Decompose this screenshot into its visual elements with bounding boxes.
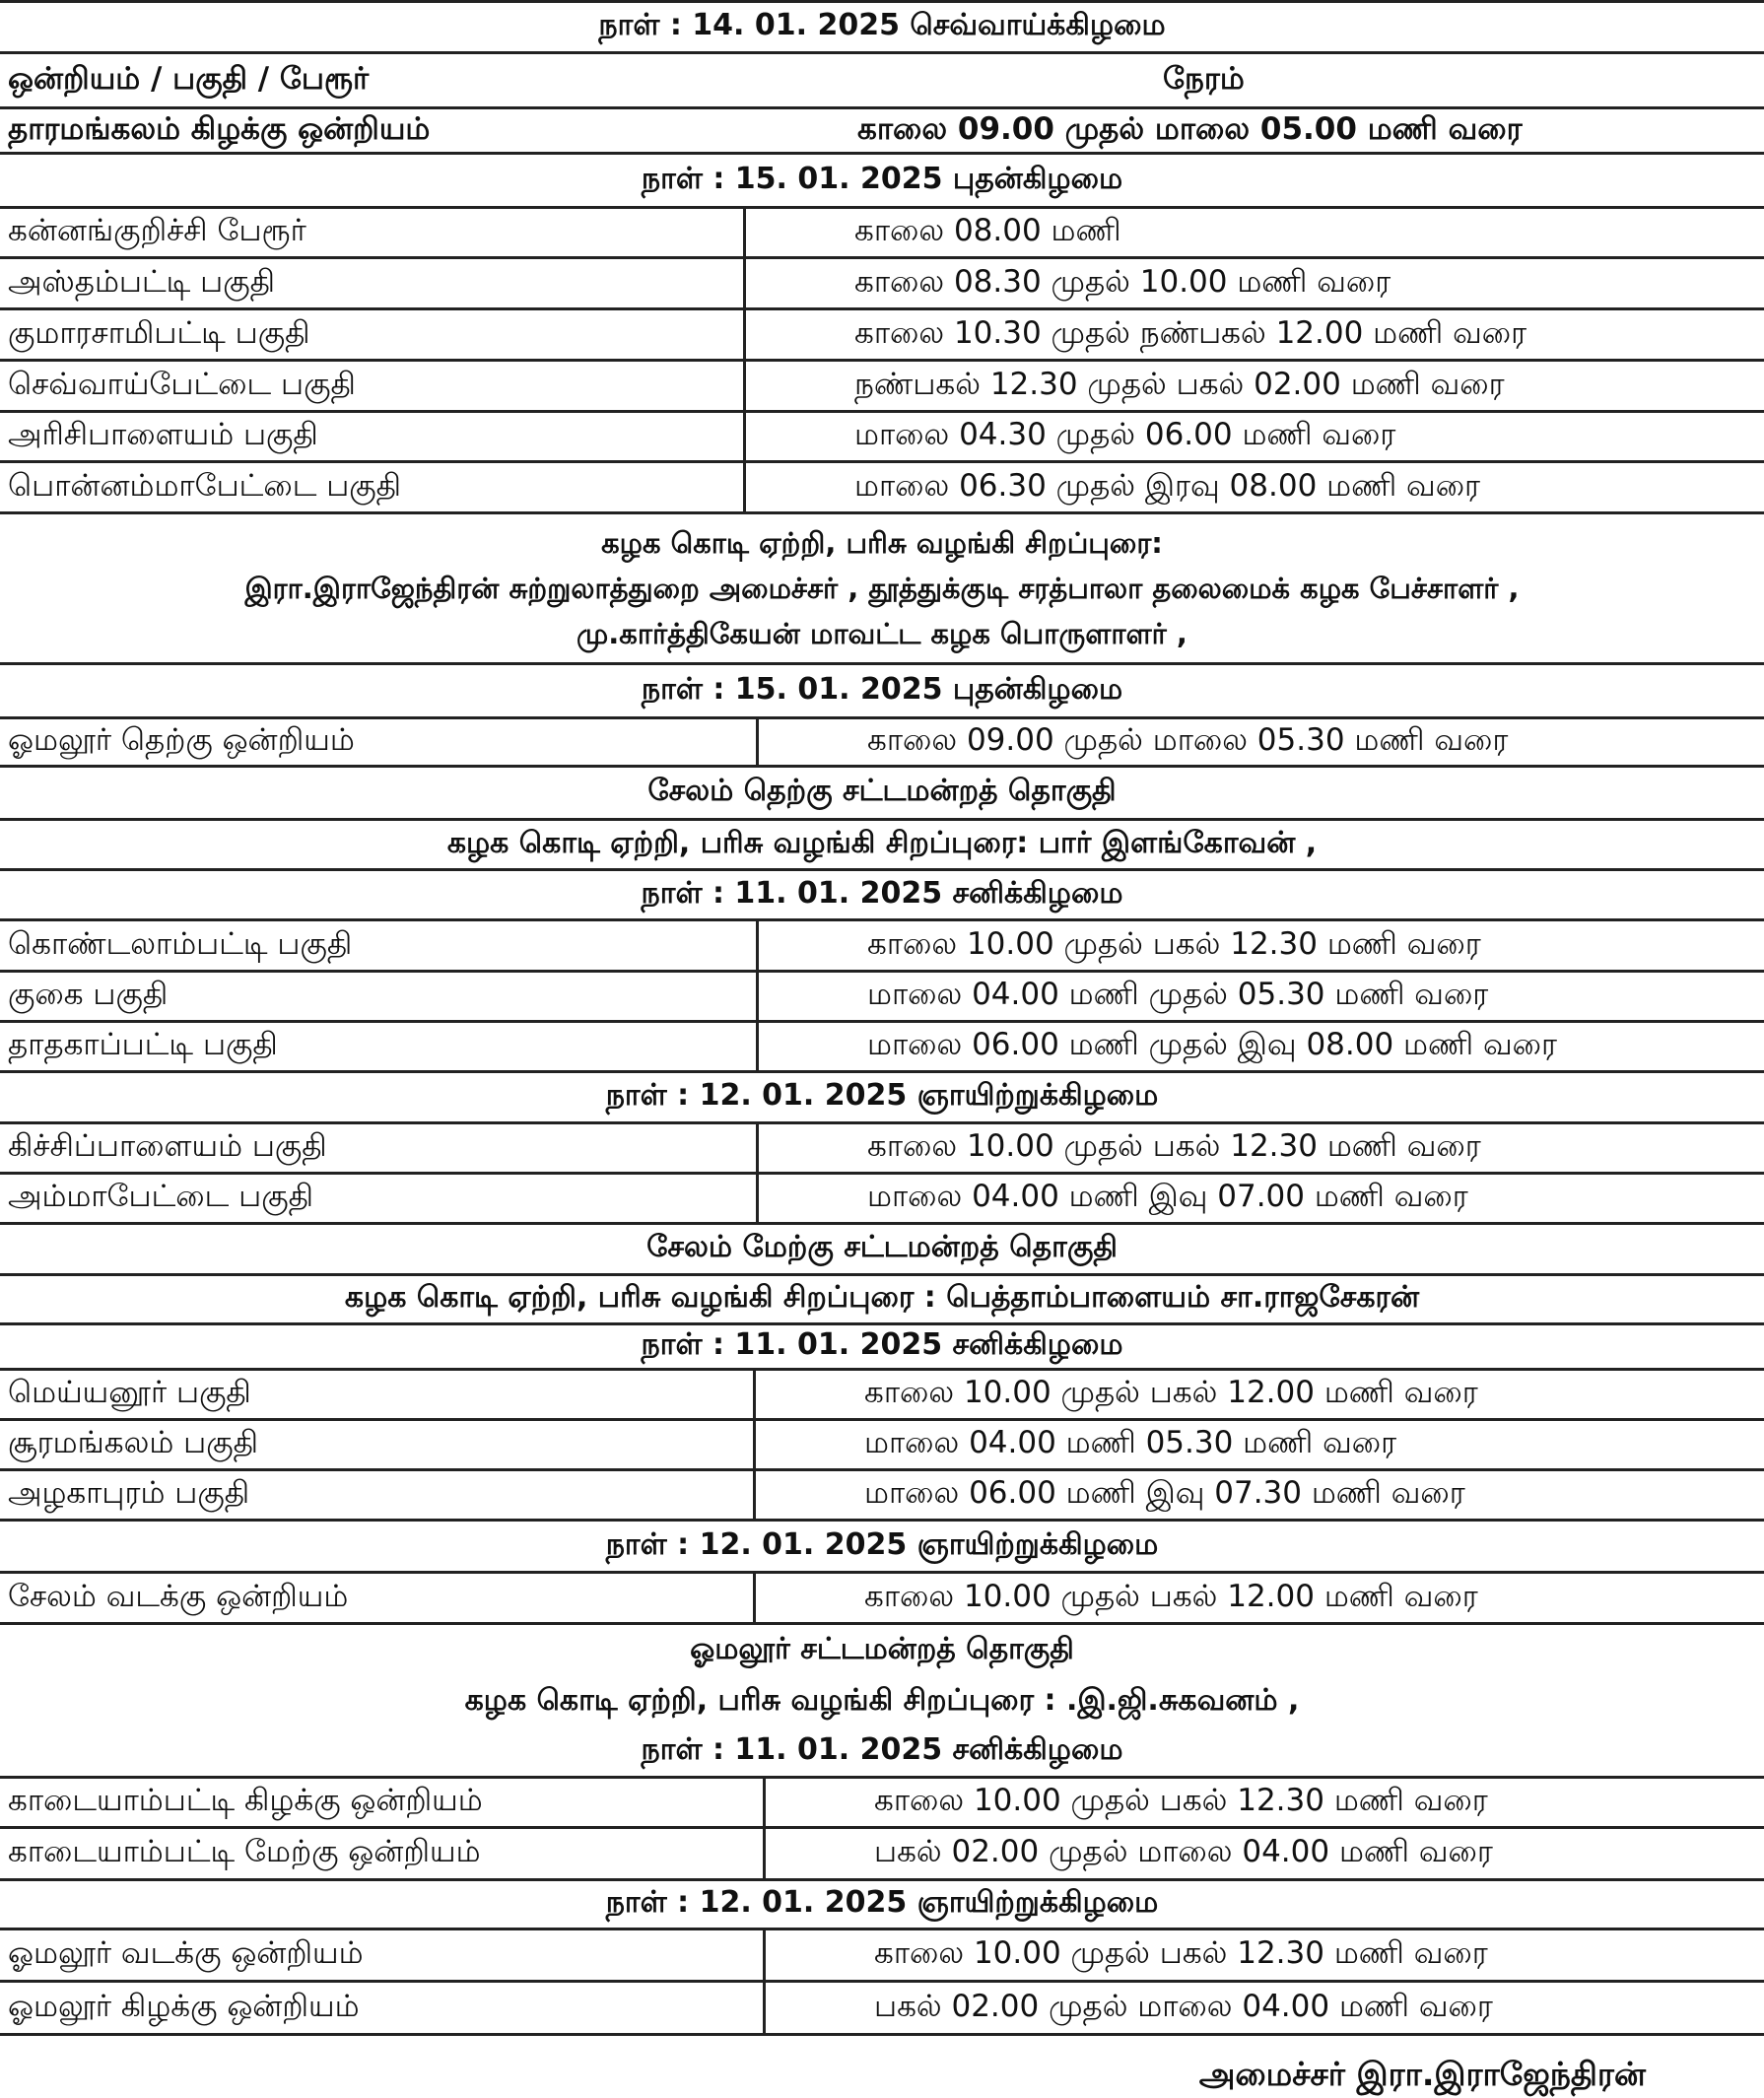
place-cell: குமாரசாமிபட்டி பகுதி [0,310,746,359]
time-cell: மாலை 04.00 மணி முதல் 05.30 மணி வரை [867,977,1489,1012]
table-header-row [0,54,1764,109]
table-row [0,109,1764,155]
table-row [0,1421,1764,1471]
place-cell: காடையாம்பட்டி கிழக்கு ஒன்றியம் [0,1779,766,1826]
place-cell: அரிசிபாளையம் பகுதி [0,413,746,460]
constituency-title-text: சேலம் தெற்கு சட்டமன்றத் தொகுதி [647,774,1117,808]
speaker-row [0,1676,1764,1727]
speaker-text: கழக கொடி ஏற்றி, பரிசு வழங்கி சிறப்புரை : பெத்தாம்பாளையம் சா.ராஜசேகரன் [344,1280,1420,1315]
table-row [0,1124,1764,1175]
date-text: நாள் : 15. 01. 2025 புதன்கிழமை [641,671,1123,707]
table-row [0,1175,1764,1225]
time-cell: காலை 10.00 முதல் பகல் 12.00 மணி வரை [864,1375,1478,1410]
constituency-title [0,768,1764,821]
constituency-title-text: ஓமலூர் சட்டமன்றத் தொகுதி [690,1631,1074,1666]
table-row [0,463,1764,514]
place-cell: அஸ்தம்பட்டி பகுதி [0,259,746,307]
place-cell: தாதகாப்பட்டி பகுதி [0,1023,759,1070]
date-text: நாள் : 11. 01. 2025 சனிக்கிழமை [641,875,1123,911]
table-row [0,1471,1764,1522]
constituency-title-text: சேலம் மேற்கு சட்டமன்றத் தொகுதி [646,1230,1118,1264]
table-row [0,209,1764,259]
date-text: நாள் : 11. 01. 2025 சனிக்கிழமை [641,1327,1123,1362]
time-cell: காலை 10.00 முதல் பகல் 12.30 மணி வரை [874,1935,1488,1971]
time-cell: மாலை 04.30 முதல் 06.00 மணி வரை [854,417,1396,452]
signature: அமைச்சர் இரா.இராஜேந்திரன் [1198,2055,1646,2093]
date-row [0,871,1764,921]
place-cell: மெய்யனூர் பகுதி [0,1371,756,1418]
speaker-text: கழக கொடி ஏற்றி, பரிசு வழங்கி சிறப்புரை: பார் இளங்கோவன் , [446,825,1318,860]
time-cell: காலை 10.00 முதல் பகல் 12.30 மணி வரை [867,1128,1481,1164]
table-row [0,1779,1764,1829]
place-cell: காடையாம்பட்டி மேற்கு ஒன்றியம் [0,1829,766,1878]
date-row [0,1073,1764,1124]
place-cell: அழகாபுரம் பகுதி [0,1471,756,1519]
time-cell: காலை 08.30 முதல் 10.00 மணி வரை [854,263,1391,300]
time-cell: மாலை 06.00 மணி முதல் இவு 08.00 மணி வரை [867,1027,1557,1062]
place-cell: செவ்வாய்பேட்டை பகுதி [0,362,746,410]
time-cell: காலை 10.30 முதல் நண்பகல் 12.00 மணி வரை [854,314,1527,351]
date-text: நாள் : 14. 01. 2025 செவ்வாய்க்கிழமை [598,8,1166,42]
place-cell: சூரமங்கலம் பகுதி [0,1421,756,1468]
table-row [0,362,1764,413]
constituency-title [0,1225,1764,1276]
speaker-names: மு.கார்த்திகேயன் மாவட்ட கழக பொருளாளர் , [577,617,1187,650]
speaker-row [0,821,1764,871]
date-row [0,1325,1764,1371]
date-row [0,1881,1764,1930]
table-row [0,1371,1764,1421]
table-row [0,413,1764,463]
table-row [0,1930,1764,1983]
column-header-place: ஒன்றியம் / பகுதி / பேரூர் [8,60,370,97]
place-cell: கொண்டலாம்பட்டி பகுதி [0,921,759,970]
place-cell: ஓமலூர் வடக்கு ஒன்றியம் [0,1930,766,1980]
place-cell: ஓமலூர் தெற்கு ஒன்றியம் [0,719,759,765]
date-text: நாள் : 12. 01. 2025 ஞாயிற்றுக்கிழமை [605,1526,1159,1562]
speaker-intro: கழக கொடி ஏற்றி, பரிசு வழங்கி சிறப்புரை: [601,526,1163,560]
table-row [0,1574,1764,1625]
date-row [0,0,1764,54]
place-cell: குகை பகுதி [0,973,759,1020]
table-row [0,310,1764,362]
time-cell: காலை 10.00 முதல் பகல் 12.00 மணி வரை [864,1578,1478,1614]
place-cell: பொன்னம்மாபேட்டை பகுதி [0,463,746,511]
table-row [0,259,1764,310]
place-cell: கிச்சிப்பாளையம் பகுதி [0,1124,759,1172]
place-cell: ஓமலூர் கிழக்கு ஒன்றியம் [0,1983,766,2033]
date-text: நாள் : 12. 01. 2025 ஞாயிற்றுக்கிழமை [605,1885,1159,1920]
time-cell: காலை 09.00 முதல் மாலை 05.00 மணி வரை [857,110,1523,147]
date-row [0,1727,1764,1779]
place-cell: தாரமங்கலம் கிழக்கு ஒன்றியம் [8,110,431,147]
place-cell: கன்னங்குறிச்சி பேரூர் [0,209,746,256]
time-cell: காலை 08.00 மணி [854,213,1121,248]
time-cell: மாலை 06.00 மணி இவு 07.30 மணி வரை [864,1475,1465,1511]
column-header-time: நேரம் [1163,60,1245,97]
speaker-row [0,1276,1764,1325]
speaker-names: இரா.இராஜேந்திரன் சுற்றுலாத்துறை அமைச்சர் , தூத்துக்குடி சரத்பாலா தலைமைக் கழக பேச்சாளர் , [244,572,1520,605]
table-row [0,973,1764,1023]
date-row [0,155,1764,209]
place-cell: அம்மாபேட்டை பகுதி [0,1175,759,1222]
time-cell: மாலை 04.00 மணி 05.30 மணி வரை [864,1425,1397,1460]
time-cell: காலை 09.00 முதல் மாலை 05.30 மணி வரை [867,722,1509,758]
table-row [0,1983,1764,2036]
constituency-title [0,1625,1764,1676]
date-text: நாள் : 12. 01. 2025 ஞாயிற்றுக்கிழமை [605,1078,1159,1113]
date-text: நாள் : 11. 01. 2025 சனிக்கிழமை [641,1732,1123,1767]
time-cell: பகல் 02.00 முதல் மாலை 04.00 மணி வரை [874,1988,1493,2024]
speakers-block [0,514,1764,665]
table-row [0,1829,1764,1881]
date-text: நாள் : 15. 01. 2025 புதன்கிழமை [641,161,1123,196]
time-cell: பகல் 02.00 முதல் மாலை 04.00 மணி வரை [874,1834,1493,1869]
time-cell: நண்பகல் 12.30 முதல் பகல் 02.00 மணி வரை [854,366,1505,402]
table-row [0,921,1764,973]
table-row [0,1023,1764,1073]
time-cell: காலை 10.00 முதல் பகல் 12.30 மணி வரை [874,1783,1488,1818]
date-row [0,1522,1764,1574]
time-cell: மாலை 04.00 மணி இவு 07.00 மணி வரை [867,1179,1468,1214]
place-cell: சேலம் வடக்கு ஒன்றியம் [0,1574,756,1622]
time-cell: காலை 10.00 முதல் பகல் 12.30 மணி வரை [867,925,1481,962]
table-row [0,719,1764,768]
date-row [0,665,1764,719]
time-cell: மாலை 06.30 முதல் இரவு 08.00 மணி வரை [854,467,1481,504]
speaker-text: கழக கொடி ஏற்றி, பரிசு வழங்கி சிறப்புரை : .இ.ஜி.சுகவனம் , [464,1682,1300,1718]
